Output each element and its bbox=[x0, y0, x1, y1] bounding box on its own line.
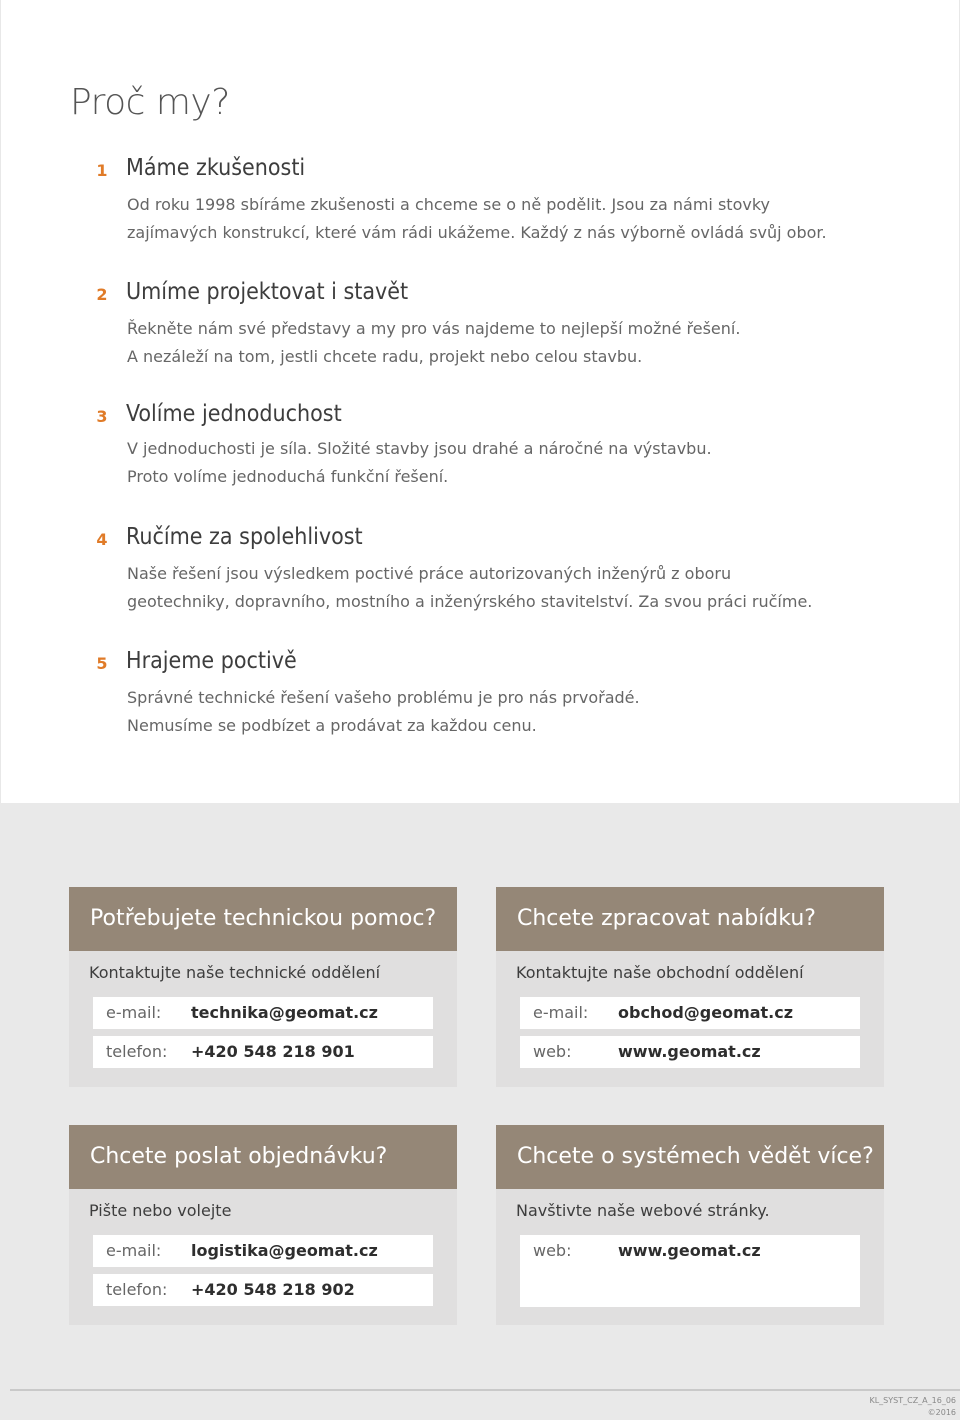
reason-text: Naše řešení jsou výsledkem poctivé práce autorizovaných inženýrů z oboru geotechniky, dopravního, mostního a inženýrského stavitelství. Za svou práci ručíme. bbox=[127, 564, 813, 611]
footer-divider bbox=[10, 1389, 960, 1391]
reason-text: Správné technické řešení vašeho problému je pro nás prvořadé. Nemusíme se podbízet a prodávat za každou cenu. bbox=[127, 688, 640, 735]
contact-row-phone[interactable] bbox=[93, 1274, 433, 1306]
reason-text: V jednoduchosti je síla. Složité stavby jsou drahé a náročné na výstavbu. Proto volíme jednoduchá funkční řešení. bbox=[127, 439, 712, 486]
card-title: Chcete zpracovat nabídku? bbox=[496, 887, 884, 951]
email-link[interactable]: logistika@geomat.cz bbox=[191, 1241, 378, 1260]
card-title: Potřebujete technickou pomoc? bbox=[69, 887, 457, 951]
card-title: Chcete o systémech vědět více? bbox=[496, 1125, 884, 1189]
email-link[interactable]: technika@geomat.cz bbox=[191, 1003, 378, 1022]
card-subtitle: Kontaktujte naše technické oddělení bbox=[89, 963, 381, 982]
phone-link[interactable]: +420 548 218 901 bbox=[191, 1042, 355, 1061]
reason-number: 4 bbox=[96, 530, 108, 549]
reason-heading: Volíme jednoduchost bbox=[126, 401, 342, 427]
contact-section bbox=[0, 803, 960, 1420]
card-title: Chcete poslat objednávku? bbox=[69, 1125, 457, 1189]
card-subtitle: Pište nebo volejte bbox=[89, 1201, 232, 1220]
row-label: web: bbox=[533, 1042, 572, 1061]
contact-row-phone[interactable] bbox=[93, 1036, 433, 1068]
reason-text: Řekněte nám své představy a my pro vás najdeme to nejlepší možné řešení. A nezáleží na tom, jestli chcete radu, projekt nebo celou stavbu. bbox=[127, 319, 741, 366]
web-link[interactable]: www.geomat.cz bbox=[618, 1241, 761, 1260]
page-title: Proč my? bbox=[70, 82, 230, 123]
reason-number: 1 bbox=[96, 161, 108, 180]
offer-card bbox=[496, 887, 884, 1087]
card-subtitle: Navštivte naše webové stránky. bbox=[516, 1201, 770, 1220]
footer-code bbox=[869, 1395, 956, 1419]
copyright-year: ©2016 bbox=[927, 1408, 956, 1417]
contact-row-email[interactable] bbox=[93, 1235, 433, 1267]
email-link[interactable]: obchod@geomat.cz bbox=[618, 1003, 794, 1022]
reason-heading: Hrajeme poctivě bbox=[126, 648, 297, 674]
contact-row-email[interactable] bbox=[93, 997, 433, 1029]
row-label: e-mail: bbox=[533, 1003, 589, 1022]
contact-row-web[interactable] bbox=[520, 1235, 860, 1307]
row-label: e-mail: bbox=[106, 1241, 162, 1260]
contact-row-web[interactable] bbox=[520, 1036, 860, 1068]
row-label: telefon: bbox=[106, 1280, 168, 1299]
systems-info-card bbox=[496, 1125, 884, 1325]
row-label: telefon: bbox=[106, 1042, 168, 1061]
reason-heading: Umíme projektovat i stavět bbox=[126, 279, 409, 305]
contact-row-email[interactable] bbox=[520, 997, 860, 1029]
phone-link[interactable]: +420 548 218 902 bbox=[191, 1280, 355, 1299]
reason-text: Od roku 1998 sbíráme zkušenosti a chceme se o ně podělit. Jsou za námi stovky zajímavých konstrukcí, které vám rádi ukážeme. Každý z nás výborně ovládá svůj obor. bbox=[127, 195, 827, 242]
technical-help-card bbox=[69, 887, 457, 1087]
reason-heading: Ručíme za spolehlivost bbox=[126, 524, 363, 550]
document-code: KL_SYST_CZ_A_16_06 bbox=[869, 1396, 956, 1405]
reason-number: 5 bbox=[96, 654, 108, 673]
web-link[interactable]: www.geomat.cz bbox=[618, 1042, 761, 1061]
reason-heading: Máme zkušenosti bbox=[126, 155, 306, 181]
order-card bbox=[69, 1125, 457, 1325]
card-subtitle: Kontaktujte naše obchodní oddělení bbox=[516, 963, 804, 982]
row-label: web: bbox=[533, 1241, 572, 1260]
reason-number: 3 bbox=[96, 407, 108, 426]
reason-number: 2 bbox=[96, 285, 108, 304]
row-label: e-mail: bbox=[106, 1003, 162, 1022]
